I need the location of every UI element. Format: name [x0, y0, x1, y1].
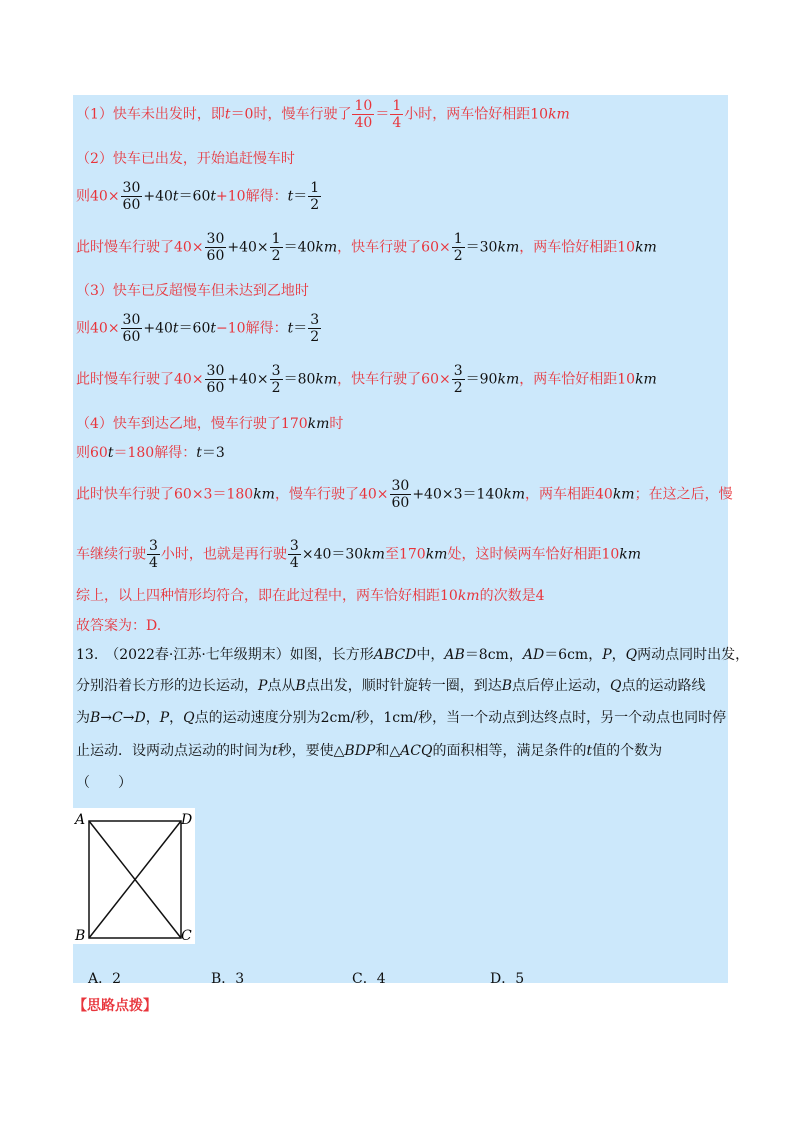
fraction: $\frac{30}{60}$: [206, 231, 225, 265]
case4-equation: 则60t＝180解得：t＝3: [76, 445, 225, 461]
fraction: $\frac{3}{4}$: [149, 538, 158, 572]
option-c[interactable]: C．4: [352, 971, 386, 987]
question-line-1: 13. （2022春·江苏·七年级期末）如图，长方形ABCD中，AB＝8cm，AD＝6cm，P，Q两动点同时出发，: [76, 647, 750, 663]
case3-result: 此时慢车行驶了40× $\frac{30}{60}$ +40× $\frac{3}{2}$ ＝80km，快车行驶了60× $\frac{3}{2}$ ＝90km，两车恰好相距10km: [76, 363, 657, 397]
case1-line: （1）快车未出发时，即t＝0时，慢车行驶了 $\frac{10}{40}$ ＝ $\frac{1}{4}$ 小时，两车恰好相距10km: [76, 98, 570, 132]
case3-equation: 则40× $\frac{30}{60}$ +40t＝60t−10解得：t＝ $\frac{3}{2}$: [76, 312, 320, 346]
case2-result: 此时慢车行驶了40× $\frac{30}{60}$ +40× $\frac{1}{2}$ ＝40km，快车行驶了60× $\frac{1}{2}$ ＝30km，两车恰好相距10km: [76, 231, 657, 265]
fraction: $\frac{10}{40}$: [354, 98, 373, 132]
fraction: $\frac{30}{60}$: [391, 478, 410, 512]
case4-result: 此时快车行驶了60×3＝180km，慢车行驶了40× $\frac{30}{60}$ +40×3＝140km，两车相距40km；在这之后，慢: [76, 478, 733, 512]
fraction: $\frac{1}{4}$: [392, 98, 402, 132]
fraction: $\frac{30}{60}$: [122, 312, 141, 346]
label-a: A: [75, 812, 86, 828]
fraction: $\frac{1}{2}$: [453, 231, 463, 265]
fraction: $\frac{3}{2}$: [310, 312, 320, 346]
case4-title: （4）快车到达乙地，慢车行驶了170km时: [76, 416, 344, 432]
section-heading: 【思路点拨】: [73, 998, 157, 1014]
fraction: $\frac{30}{60}$: [206, 363, 225, 397]
fraction: $\frac{30}{60}$: [122, 180, 141, 214]
question-line-4: 止运动．设两动点运动的时间为t秒，要使△BDP和△ACQ的面积相等，满足条件的t值的个数为: [76, 743, 663, 759]
question-line-2: 分别沿着长方形的边长运动，P点从B点出发，顺时针旋转一圈，到达B点后停止运动，Q点的运动路线: [76, 678, 706, 694]
option-d[interactable]: D．5: [490, 971, 525, 987]
case2-title: （2）快车已出发，开始追赶慢车时: [76, 151, 295, 167]
fraction: $\frac{1}{2}$: [271, 231, 281, 265]
answer-bracket: （ ）: [76, 775, 132, 791]
case3-title: （3）快车已反超慢车但未达到乙地时: [76, 283, 309, 299]
question-line-3: 为B→C→D，P，Q点的运动速度分别为2cm/秒，1cm/秒，当一个动点到达终点时，另一个动点也同时停: [76, 710, 727, 726]
label-b: B: [75, 928, 86, 944]
label-d: D: [181, 812, 193, 828]
option-a[interactable]: A．2: [88, 971, 122, 987]
option-b[interactable]: B．3: [211, 971, 245, 987]
rectangle-figure: [73, 808, 195, 944]
fraction: $\frac{3}{2}$: [271, 363, 281, 397]
case4-result-continued: 车继续行驶 $\frac{3}{4}$ 小时，也就是再行驶 $\frac{3}{4}$ ×40＝30km至170km处，这时候两车恰好相距10km: [76, 538, 642, 572]
fraction: $\frac{3}{4}$: [289, 538, 299, 572]
label-c: C: [181, 928, 192, 944]
case2-equation: 则40× $\frac{30}{60}$ +40t＝60t+10解得：t＝ $\frac{1}{2}$: [76, 180, 320, 214]
fraction: $\frac{1}{2}$: [310, 180, 320, 214]
answer-line: 故答案为：D.: [76, 618, 162, 634]
summary-line: 综上，以上四种情形均符合，即在此过程中，两车恰好相距10km的次数是4: [76, 588, 545, 604]
fraction: $\frac{3}{2}$: [453, 363, 463, 397]
